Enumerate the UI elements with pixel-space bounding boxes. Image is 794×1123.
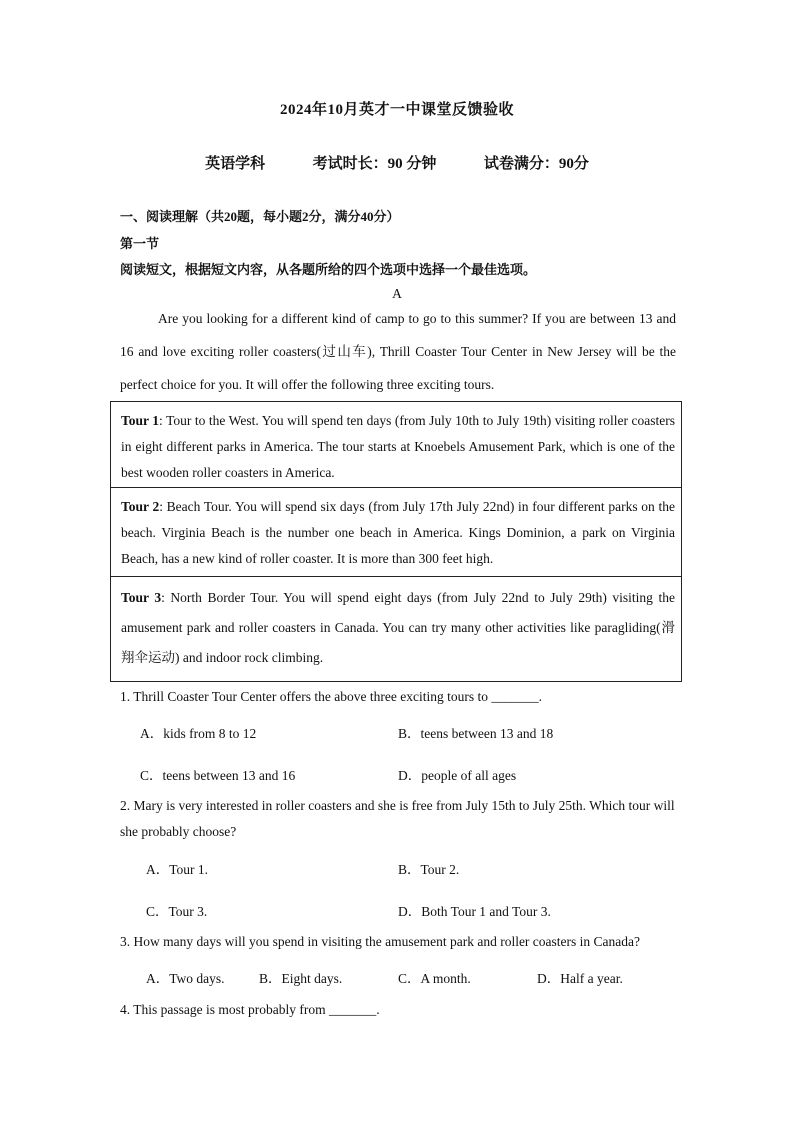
question-3-option-a: A．Two days. xyxy=(146,971,225,986)
question-1-option-c: C．teens between 13 and 16 xyxy=(140,768,296,783)
tour-2-box xyxy=(110,488,682,577)
tour-1-text: : Tour to the West. You will spend ten days (from July 10th to July 19th) visiting roller coasters in eight different parks in America. The tour starts at Knoebels Amusement Park, which is one of the best wooden roller coasters in America. xyxy=(121,413,675,480)
question-3-option-b: B．Eight days. xyxy=(259,971,343,986)
question-3-stem: 3. How many days will you spend in visiting the amusement park and roller coasters in Canada? xyxy=(120,934,641,949)
section-instruction: 阅读短文，根据短文内容，从各题所给的四个选项中选择一个最佳选项。 xyxy=(120,262,537,277)
question-2-option-a: A．Tour 1. xyxy=(146,862,209,877)
question-1-option-d: D．people of all ages xyxy=(398,768,517,783)
question-3-option-c: C．A month. xyxy=(398,971,471,986)
question-1-stem: 1. Thrill Coaster Tour Center offers the above three exciting tours to _______. xyxy=(120,689,542,704)
tour-1-label: Tour 1 xyxy=(121,413,160,428)
exam-info-line xyxy=(0,152,794,173)
question-2-option-d: D．Both Tour 1 and Tour 3. xyxy=(398,904,551,919)
question-4-stem: 4. This passage is most probably from _______. xyxy=(120,1002,380,1017)
tour-2-text: : Beach Tour. You will spend six days (from July 17th July 22nd) in four different parks on the beach. Virginia Beach is the number one beach in America. Kings Dominion, a park on Virginia Beach, has a new kind of roller coaster. It is more than 300 feet high. xyxy=(121,499,675,566)
section-heading: 一、阅读理解（共20题，每小题2分，满分40分） xyxy=(120,209,400,224)
passage-letter: A xyxy=(392,286,402,301)
section-part: 第一节 xyxy=(120,236,160,251)
passage-intro: Are you looking for a different kind of camp to go to this summer? If you are between 13 and 16 and love exciting roller coasters(过山车), Thrill Coaster Tour Center in New Jersey will be the perfect choice for you. It will offer the following three exciting tours. xyxy=(120,311,676,392)
duration-label: 考试时长：90 分钟 xyxy=(312,156,437,172)
tour-3-label: Tour 3 xyxy=(121,590,162,605)
full-score-label: 试卷满分：90分 xyxy=(483,156,589,172)
tour-3-box xyxy=(110,577,682,682)
question-1-option-a: A．kids from 8 to 12 xyxy=(140,726,257,741)
exam-title: 2024年10月英才一中课堂反馈验收 xyxy=(279,102,514,118)
tour-1-box xyxy=(110,401,682,488)
question-1-option-b: B．teens between 13 and 18 xyxy=(398,726,554,741)
tour-2-label: Tour 2 xyxy=(121,499,160,514)
subject-label: 英语学科 xyxy=(205,156,266,172)
question-2-option-b: B．Tour 2. xyxy=(398,862,460,877)
question-2-stem: 2. Mary is very interested in roller coasters and she is free from July 15th to July 25th. Which tour will she probably choose? xyxy=(120,798,675,839)
tour-3-text: : North Border Tour. You will spend eight days (from July 22nd to July 29th) visiting the amusement park and roller coasters in Canada. You can try many other activities like paragliding(滑翔伞运动) and indoor rock climbing. xyxy=(121,590,675,665)
question-2-option-c: C．Tour 3. xyxy=(146,904,208,919)
question-3-option-d: D．Half a year. xyxy=(537,971,623,986)
